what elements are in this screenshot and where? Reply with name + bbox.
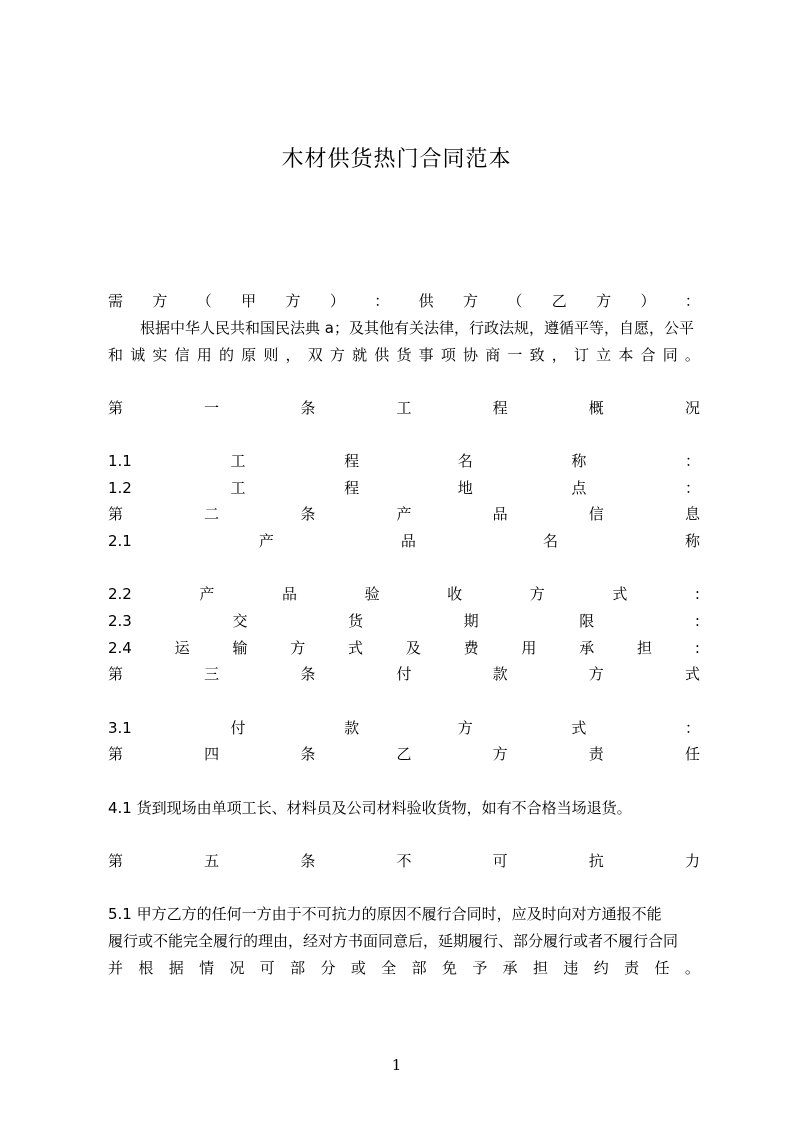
text-token: ：: [684, 479, 700, 497]
text-token: 致: [529, 346, 545, 364]
text-token: 付: [230, 719, 246, 737]
text-token: 2.1: [108, 532, 132, 550]
text-token: 担: [533, 959, 549, 977]
text-token: 信: [588, 505, 604, 523]
text-token: 第: [108, 745, 124, 763]
text-token: 双: [307, 346, 323, 364]
text-token: 条: [300, 399, 316, 417]
text-token: 乙: [551, 292, 567, 310]
text-token: 产: [258, 532, 274, 550]
text-token: 条: [300, 745, 316, 763]
text-token: ）: [329, 292, 345, 310]
text-token: 第: [108, 505, 124, 523]
text-token: 并: [108, 959, 124, 977]
text-token: ：: [684, 292, 700, 310]
clause-1-2: [108, 478, 700, 498]
text-token: 产: [199, 585, 215, 603]
text-token: 况: [229, 959, 245, 977]
text-token: 条: [300, 665, 316, 683]
text-token: 货: [348, 612, 364, 630]
text-token: 况: [684, 399, 700, 417]
clause-1-1: [108, 451, 700, 471]
text-token: 据: [168, 959, 184, 977]
text-token: 收: [447, 585, 463, 603]
text-token: 的: [218, 346, 234, 364]
text-token: 事: [418, 346, 434, 364]
text-token: 方: [596, 292, 612, 310]
text-token: 就: [352, 346, 368, 364]
text-token: ：: [684, 452, 700, 470]
text-token: :: [694, 612, 700, 630]
text-token: 立: [596, 346, 612, 364]
text-token: 同: [662, 346, 678, 364]
text-token: 第: [108, 852, 124, 870]
text-token: 用: [521, 639, 537, 657]
text-token: 予: [472, 959, 488, 977]
text-token: 及: [405, 639, 421, 657]
text-token: 一: [507, 346, 523, 364]
text-token: 地: [457, 479, 473, 497]
text-token: 2.3: [108, 612, 132, 630]
text-token: 乙: [396, 745, 412, 763]
text-token: 1.2: [108, 479, 132, 497]
document-title: 木材供货热门合同范本: [281, 147, 512, 172]
text-token: 品: [400, 532, 416, 550]
text-token: 项: [440, 346, 456, 364]
text-token: 名: [457, 452, 473, 470]
text-token: 式: [571, 719, 587, 737]
text-token: 一: [204, 399, 220, 417]
text-token: 款: [492, 665, 508, 683]
text-token: ，: [285, 346, 301, 364]
text-token: 方: [285, 292, 301, 310]
text-token: 和: [108, 346, 124, 364]
text-token: ）: [640, 292, 656, 310]
text-token: 称: [571, 452, 587, 470]
clause-5-1-line-2: 履行或不能完全履行的理由，经对方书面同意后，延期履行、部分履行或者不履行合同: [108, 932, 679, 950]
article-4-heading: [108, 744, 700, 764]
text-token: 根: [138, 959, 154, 977]
text-token: 分: [320, 959, 336, 977]
text-token: 方: [290, 639, 306, 657]
text-token: 2.4: [108, 639, 132, 657]
text-token: 式: [612, 585, 628, 603]
clause-5-1-line-1: 5.1 甲方乙方的任何一方由于不可抗力的原因不履行合同时，应及时向对方通报不能: [108, 905, 662, 923]
clause-4-1: 4.1 货到现场由单项工长、材料员及公司材料验收货物，如有不合格当场退货。: [108, 799, 632, 817]
text-token: 工: [230, 479, 246, 497]
text-token: 付: [396, 665, 412, 683]
text-token: 3.1: [108, 719, 132, 737]
text-token: 款: [344, 719, 360, 737]
clause-2-3: [108, 611, 700, 631]
text-token: 用: [196, 346, 212, 364]
text-token: 名: [542, 532, 558, 550]
text-token: 免: [441, 959, 457, 977]
text-token: （: [507, 292, 523, 310]
text-token: 情: [199, 959, 215, 977]
text-token: 工: [396, 399, 412, 417]
text-token: 程: [344, 452, 360, 470]
text-token: 概: [588, 399, 604, 417]
article-3-heading: [108, 664, 700, 684]
text-token: :: [694, 639, 700, 657]
text-token: 第: [108, 399, 124, 417]
clause-2-2: [108, 584, 700, 604]
text-token: 运: [174, 639, 190, 657]
clause-2-1: [108, 531, 700, 551]
text-token: :: [694, 585, 700, 603]
clause-2-4: [108, 638, 700, 658]
intro-line-1: 根据中华人民共和国民法典 a；及其他有关法律，行政法规，遵循平等，自愿，公平: [140, 319, 694, 337]
text-token: 称: [684, 532, 700, 550]
text-token: 方: [463, 292, 479, 310]
text-token: 合: [640, 346, 656, 364]
text-token: 承: [579, 639, 595, 657]
text-token: 诚: [130, 346, 146, 364]
text-token: 二: [204, 505, 220, 523]
article-1-heading: [108, 398, 700, 418]
text-token: 产: [396, 505, 412, 523]
text-token: 协: [463, 346, 479, 364]
text-token: ：: [684, 719, 700, 737]
text-token: 担: [637, 639, 653, 657]
text-token: 不: [396, 852, 412, 870]
text-token: 1.1: [108, 452, 132, 470]
text-token: 方: [457, 719, 473, 737]
text-token: 责: [624, 959, 640, 977]
text-token: 力: [684, 852, 700, 870]
page-number: 1: [391, 1056, 402, 1074]
text-token: 交: [232, 612, 248, 630]
text-token: 全: [381, 959, 397, 977]
text-token: 期: [463, 612, 479, 630]
article-2-heading: [108, 504, 700, 524]
text-token: 则: [263, 346, 279, 364]
text-token: 实: [152, 346, 168, 364]
text-token: 责: [588, 745, 604, 763]
text-token: 品: [492, 505, 508, 523]
text-token: 三: [204, 665, 220, 683]
text-token: 。: [684, 346, 700, 364]
text-token: 条: [300, 505, 316, 523]
text-token: 承: [502, 959, 518, 977]
text-token: 部: [290, 959, 306, 977]
text-token: 条: [300, 852, 316, 870]
text-token: 或: [350, 959, 366, 977]
text-token: 部: [411, 959, 427, 977]
text-token: 输: [232, 639, 248, 657]
text-token: 约: [593, 959, 609, 977]
text-token: ：: [374, 292, 390, 310]
text-token: 甲: [241, 292, 257, 310]
text-token: 工: [230, 452, 246, 470]
clause-5-1-line-3: [108, 958, 700, 978]
text-token: 。: [684, 959, 700, 977]
intro-line-2: [108, 345, 700, 365]
text-token: 式: [684, 665, 700, 683]
text-token: 抗: [588, 852, 604, 870]
text-token: 可: [492, 852, 508, 870]
parties-line: [108, 291, 700, 311]
article-5-heading: [108, 851, 700, 871]
text-token: 任: [654, 959, 670, 977]
text-token: 方: [152, 292, 168, 310]
text-token: 验: [364, 585, 380, 603]
text-token: 方: [529, 585, 545, 603]
text-token: 程: [344, 479, 360, 497]
text-token: 限: [579, 612, 595, 630]
text-token: 供: [418, 292, 434, 310]
text-token: 息: [684, 505, 700, 523]
text-token: 需: [108, 292, 124, 310]
text-token: 2.2: [108, 585, 132, 603]
text-token: 任: [684, 745, 700, 763]
text-token: 商: [485, 346, 501, 364]
text-token: 违: [563, 959, 579, 977]
text-token: 五: [204, 852, 220, 870]
text-token: 方: [588, 665, 604, 683]
text-token: 可: [259, 959, 275, 977]
text-token: ，: [551, 346, 567, 364]
text-token: 本: [618, 346, 634, 364]
text-token: 点: [571, 479, 587, 497]
text-token: 订: [573, 346, 589, 364]
text-token: 四: [204, 745, 220, 763]
text-token: 品: [282, 585, 298, 603]
text-token: 方: [329, 346, 345, 364]
text-token: 原: [241, 346, 257, 364]
text-token: 方: [492, 745, 508, 763]
text-token: （: [196, 292, 212, 310]
text-token: 货: [396, 346, 412, 364]
text-token: 信: [174, 346, 190, 364]
text-token: 费: [463, 639, 479, 657]
text-token: 供: [374, 346, 390, 364]
clause-3-1: [108, 718, 700, 738]
text-token: 式: [348, 639, 364, 657]
text-token: 程: [492, 399, 508, 417]
text-token: 第: [108, 665, 124, 683]
